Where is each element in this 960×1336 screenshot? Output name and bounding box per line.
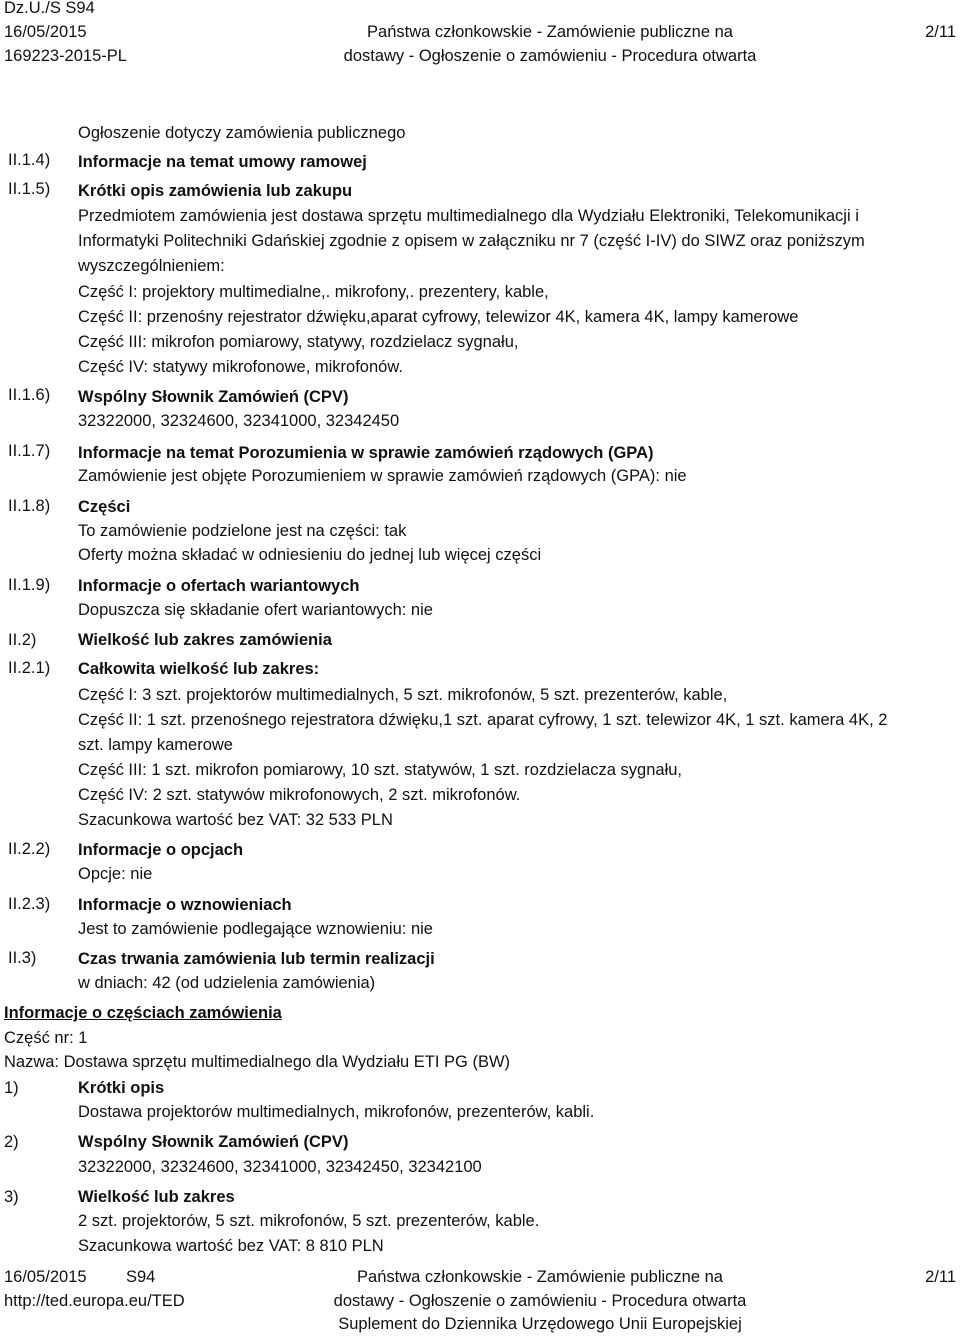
total-scope-line: Część IV: 2 szt. statywów mikrofonowych, 2 szt. mikrofonów. — [78, 786, 521, 804]
lot-item-line: 2 szt. projektorów, 5 szt. mikrofonów, 5 szt. prezenterów, kable. — [78, 1212, 540, 1230]
total-scope-line: Część III: 1 szt. mikrofon pomiarowy, 10 szt. statywów, 1 szt. rozdzielacza sygnału, — [78, 761, 682, 779]
lot-item-number: 3) — [4, 1188, 19, 1206]
description-part: Część II: przenośny rejestrator dźwięku,aparat cyfrowy, telewizor 4K, kamera 4K, lampy kamerowe — [78, 308, 799, 326]
lots-info-heading: Informacje o częściach zamówienia — [4, 1004, 282, 1022]
total-scope-line: Część II: 1 szt. przenośnego rejestratora dźwięku,1 szt. aparat cyfrowy, 1 szt. telewizor 4K, 1 szt. kamera 4K, 2 — [78, 711, 888, 729]
total-scope-heading: Całkowita wielkość lub zakres: — [78, 660, 320, 678]
lot-item-line: Szacunkowa wartość bez VAT: 8 810 PLN — [78, 1237, 384, 1255]
lot-number: Część nr: 1 — [4, 1029, 88, 1047]
description-part: Część III: mikrofon pomiarowy, statywy, rozdzielacz sygnału, — [78, 333, 519, 351]
description-part: Część IV: statywy mikrofonowe, mikrofonów. — [78, 358, 403, 376]
header-title-line1: Państwa członkowskie - Zamówienie publiczne na — [367, 23, 733, 41]
header-title-line2: dostawy - Ogłoszenie o zamówieniu - Procedura otwarta — [343, 47, 757, 65]
footer-url[interactable]: http://ted.europa.eu/TED — [4, 1292, 185, 1310]
description-line: Informatyki Politechniki Gdańskiej zgodnie z opisem w załączniku nr 7 (część I-IV) do SIWZ oraz poniższym — [78, 232, 865, 250]
cpv-codes: 32322000, 32324600, 32341000, 32342450 — [78, 412, 400, 430]
footer-date: 16/05/2015 — [4, 1268, 87, 1286]
header-date: 16/05/2015 — [4, 23, 87, 41]
lot-item-title: Krótki opis — [78, 1079, 165, 1097]
header-page-number: 2/11 — [925, 23, 956, 41]
total-scope-line: szt. lampy kamerowe — [78, 736, 233, 754]
cpv-heading: Wspólny Słownik Zamówień (CPV) — [78, 388, 349, 406]
total-scope-line: Część I: 3 szt. projektorów multimedialnych, 5 szt. mikrofonów, 5 szt. prezenterów, kable, — [78, 686, 728, 704]
lot-item-line: 32322000, 32324600, 32341000, 32342450, 32342100 — [78, 1158, 482, 1176]
footer-title-line1: Państwa członkowskie - Zamówienie publiczne na — [357, 1268, 723, 1286]
variants-text: Dopuszcza się składanie ofert wariantowych: nie — [78, 601, 433, 619]
lot-item-title: Wspólny Słownik Zamówień (CPV) — [78, 1133, 349, 1151]
gpa-heading: Informacje na temat Porozumienia w sprawie zamówień rządowych (GPA) — [78, 444, 654, 462]
renewal-heading: Informacje o wznowieniach — [78, 896, 292, 914]
section-number: II.1.9) — [8, 576, 51, 594]
section-number: II.2) — [8, 631, 37, 649]
header-notice-id: 169223-2015-PL — [4, 47, 127, 65]
gpa-text: Zamówienie jest objęte Porozumieniem w sprawie zamówień rządowych (GPA): nie — [78, 467, 687, 485]
lots-text: To zamówienie podzielone jest na części: tak — [78, 522, 407, 540]
section-number: II.2.3) — [8, 895, 51, 913]
footer-page-number: 2/11 — [925, 1268, 956, 1286]
section-number: II.1.4) — [8, 151, 51, 169]
section-number: II.2.2) — [8, 840, 51, 858]
total-value: Szacunkowa wartość bez VAT: 32 533 PLN — [78, 811, 393, 829]
description-line: Przedmiotem zamówienia jest dostawa sprzętu multimedialnego dla Wydziału Elektroniki, Telekomunikacji i — [78, 207, 859, 225]
lot-item-number: 1) — [4, 1079, 19, 1097]
lot-name: Nazwa: Dostawa sprzętu multimedialnego dla Wydziału ETI PG (BW) — [4, 1053, 511, 1071]
description-heading: Krótki opis zamówienia lub zakupu — [78, 182, 353, 200]
section-number: II.1.6) — [8, 386, 51, 404]
lot-item-title: Wielkość lub zakres — [78, 1188, 235, 1206]
section-number: II.2.1) — [8, 659, 51, 677]
variants-heading: Informacje o ofertach wariantowych — [78, 577, 360, 595]
scope-heading: Wielkość lub zakres zamówienia — [78, 631, 332, 649]
framework-heading: Informacje na temat umowy ramowej — [78, 153, 367, 171]
lot-item-number: 2) — [4, 1133, 19, 1151]
footer-title-line2: dostawy - Ogłoszenie o zamówieniu - Procedura otwarta — [333, 1292, 747, 1310]
options-text: Opcje: nie — [78, 865, 153, 883]
intro-text: Ogłoszenie dotyczy zamówienia publicznego — [78, 124, 406, 142]
section-number: II.1.8) — [8, 497, 51, 515]
section-number: II.1.5) — [8, 180, 51, 198]
duration-text: w dniach: 42 (od udzielenia zamówienia) — [78, 974, 376, 992]
footer-issue: S94 — [126, 1268, 156, 1286]
lots-text: Oferty można składać w odniesieniu do jednej lub więcej części — [78, 546, 542, 564]
lot-item-line: Dostawa projektorów multimedialnych, mikrofonów, prezenterów, kabli. — [78, 1103, 595, 1121]
footer-title-line3: Suplement do Dziennika Urzędowego Unii Europejskiej — [338, 1315, 742, 1333]
lots-heading: Części — [78, 498, 131, 516]
description-line: wyszczególnieniem: — [78, 257, 225, 275]
header-ref: Dz.U./S S94 — [4, 0, 95, 17]
section-number: II.3) — [8, 949, 37, 967]
description-part: Część I: projektory multimedialne,. mikrofony,. prezentery, kable, — [78, 283, 549, 301]
section-number: II.1.7) — [8, 442, 51, 460]
renewal-text: Jest to zamówienie podlegające wznowieniu: nie — [78, 920, 433, 938]
duration-heading: Czas trwania zamówienia lub termin realizacji — [78, 950, 435, 968]
options-heading: Informacje o opcjach — [78, 841, 244, 859]
